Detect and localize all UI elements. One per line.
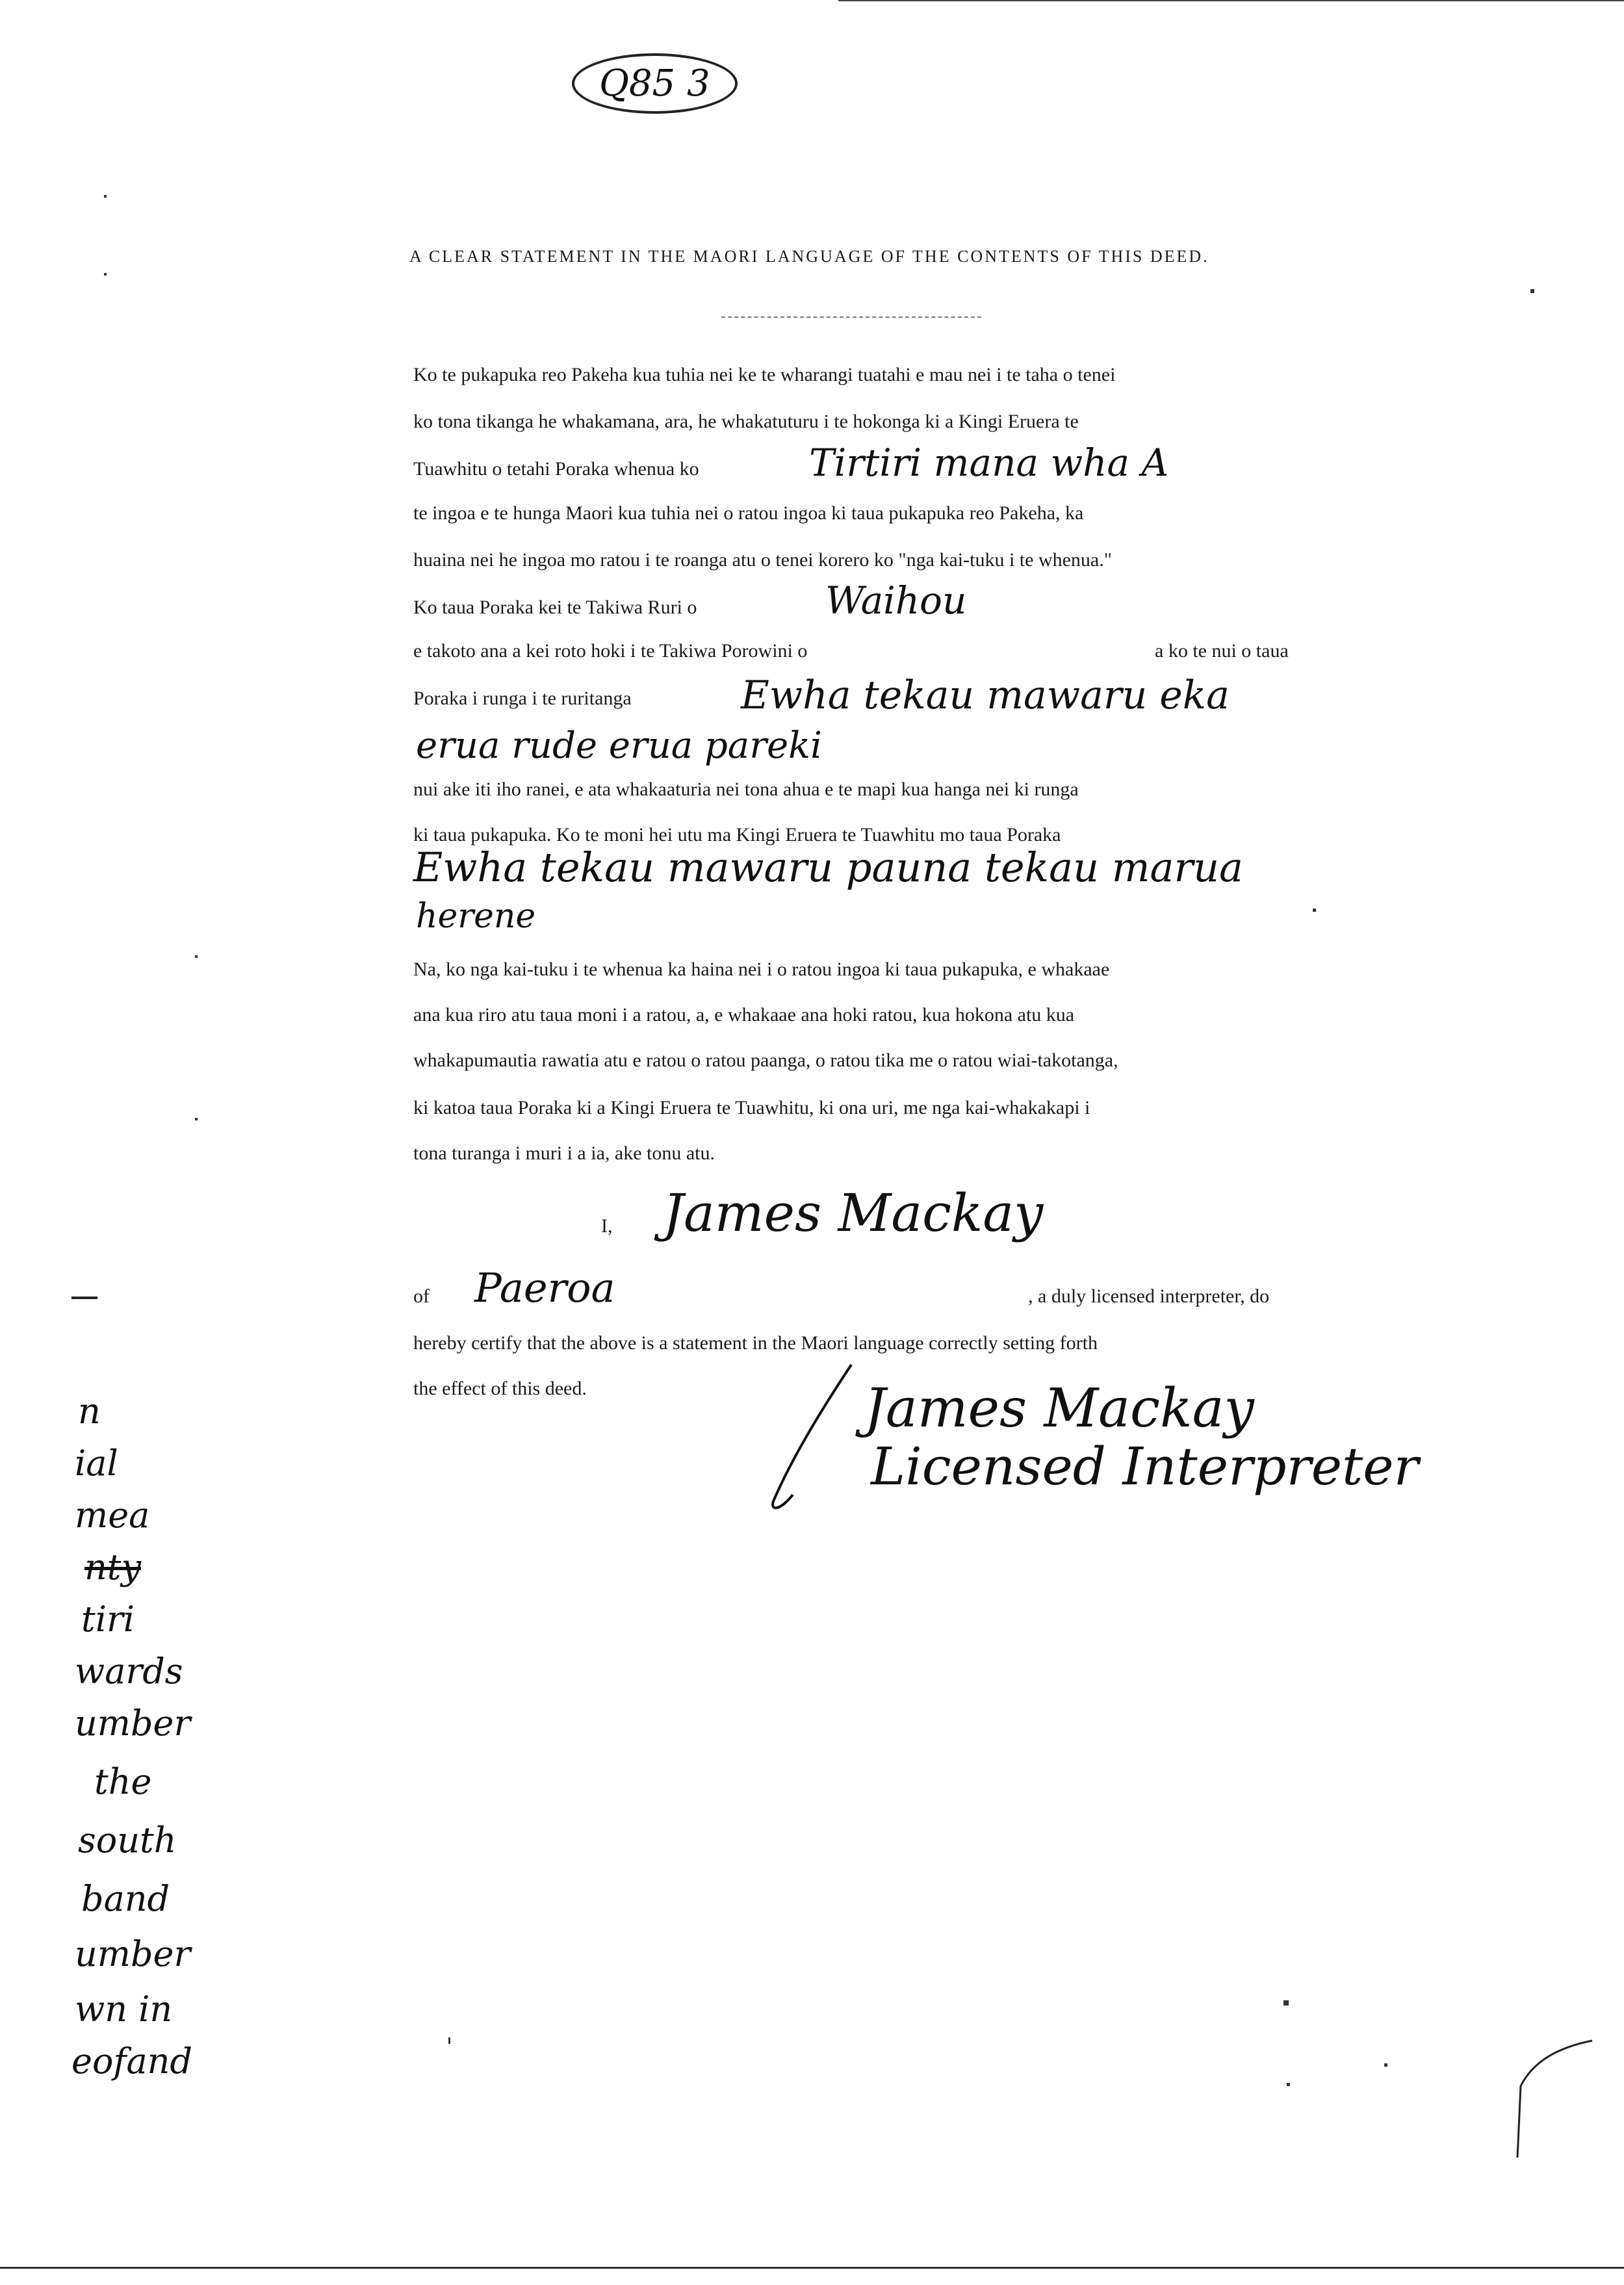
signature-flourish: [754, 1352, 884, 1521]
margin-fragment-7: umber: [75, 1703, 191, 1744]
speck: [1530, 289, 1534, 293]
para1-line-10: nui ake iti iho ranei, e ata whakaaturia nei tona ahua e te mapi kua hanga nei ki runga: [413, 779, 1079, 800]
margin-fragment-1: n: [78, 1391, 101, 1432]
margin-fragment-6: wards: [75, 1651, 183, 1692]
cert-i: I,: [601, 1215, 613, 1237]
handwritten-place: Paeroa: [474, 1264, 615, 1311]
speck: [104, 195, 107, 198]
cert-of: of: [413, 1285, 430, 1307]
handwritten-interpreter-name: James Mackay: [663, 1183, 1044, 1243]
para2-line-2: ana kua riro atu taua moni i a ratou, a, e whakaae ana hoki ratou, kua hokona atu kua: [413, 1004, 1075, 1026]
margin-fragment-2: ial: [75, 1443, 118, 1484]
margin-fragment-4: nty: [84, 1547, 141, 1588]
para2-line-5: tona turanga i muri i a ia, ake tonu atu.: [413, 1142, 715, 1164]
speck: [195, 1118, 198, 1120]
handwritten-price-2: herene: [416, 897, 536, 936]
archive-stamp: Q85 3: [572, 53, 738, 114]
margin-fragment-10: band: [81, 1878, 170, 1919]
speck: [104, 273, 107, 276]
margin-fragment-9: south: [78, 1820, 177, 1861]
para1-line-5: huaina nei he ingoa mo ratou i te roanga atu o tenei korero ko "nga kai-tuku i te whenua.": [413, 549, 1112, 571]
speck: [1283, 2000, 1289, 2006]
para1-line-7a: e takoto ana a kei roto hoki i te Takiwa Porowini o: [413, 640, 808, 662]
para1-line-8: Poraka i runga i te ruritanga: [413, 688, 632, 709]
handwritten-area-1: Ewha tekau mawaru eka: [741, 673, 1230, 718]
para1-line-11: ki taua pukapuka. Ko te moni hei utu ma Kingi Eruera te Tuawhitu mo taua Poraka: [413, 824, 1061, 846]
handwritten-area-2: erua rude erua pareki: [416, 725, 822, 767]
margin-fragment-13: eofand: [71, 2041, 192, 2082]
speck: [448, 2037, 450, 2044]
handwritten-price-1: Ewha tekau mawaru pauna tekau marua: [413, 844, 1244, 891]
title-divider: [721, 316, 981, 318]
margin-fragment-11: umber: [75, 1933, 191, 1974]
para1-line-6: Ko taua Poraka kei te Takiwa Ruri o: [413, 597, 697, 618]
para1-line-4: te ingoa e te hunga Maori kua tuhia nei o ratou ingoa ki taua pukapuka reo Pakeha, ka: [413, 502, 1084, 524]
cert-line-2: hereby certify that the above is a statement in the Maori language correctly setting forth: [413, 1332, 1098, 1354]
margin-fragment-3: mea: [75, 1495, 150, 1536]
corner-fold-mark: [1482, 2028, 1599, 2171]
para1-line-3: Tuawhitu o tetahi Poraka whenua ko: [413, 458, 699, 480]
margin-fragment-5: tiri: [81, 1599, 135, 1640]
handwritten-survey-district: Waihou: [825, 578, 967, 623]
scan-edge-top: [838, 0, 1624, 1]
speck: [195, 955, 198, 958]
para2-line-4: ki katoa taua Poraka ki a Kingi Eruera te Tuawhitu, ki ona uri, me nga kai-whakakapi i: [413, 1097, 1090, 1118]
margin-fragment-8: the: [94, 1761, 152, 1802]
interpreter-signature: James Mackay: [864, 1378, 1254, 1439]
speck: [1287, 2083, 1290, 2086]
para2-line-1: Na, ko nga kai-tuku i te whenua ka haina nei i o ratou ingoa ki taua pukapuka, e whakaae: [413, 959, 1110, 980]
interpreter-title-signature: Licensed Interpreter: [871, 1436, 1419, 1497]
para1-line-7b: a ko te nui o taua: [1155, 640, 1289, 662]
para1-line-2: ko tona tikanga he whakamana, ara, he whakatuturu i te hokonga ki a Kingi Eruera te: [413, 411, 1079, 432]
margin-fragment-12: wn in: [75, 1989, 173, 2030]
speck: [1384, 2063, 1387, 2067]
cert-line-3: the effect of this deed.: [413, 1378, 587, 1399]
scan-edge-bottom: [0, 2267, 1624, 2269]
para2-line-3: whakapumautia rawatia atu e ratou o ratou paanga, o ratou tika me o ratou wiai-takotanga,: [413, 1050, 1118, 1071]
cert-line-1: , a duly licensed interpreter, do: [1028, 1285, 1270, 1307]
handwritten-block-name: Tirtiri mana wha A: [809, 441, 1169, 485]
speck: [1313, 909, 1316, 912]
para1-line-1: Ko te pukapuka reo Pakeha kua tuhia nei ke te wharangi tuatahi e mau nei i te taha o tenei: [413, 364, 1116, 385]
margin-dash: [71, 1297, 97, 1299]
document-title: A CLEAR STATEMENT IN THE MAORI LANGUAGE OF THE CONTENTS OF THIS DEED.: [409, 247, 1209, 266]
